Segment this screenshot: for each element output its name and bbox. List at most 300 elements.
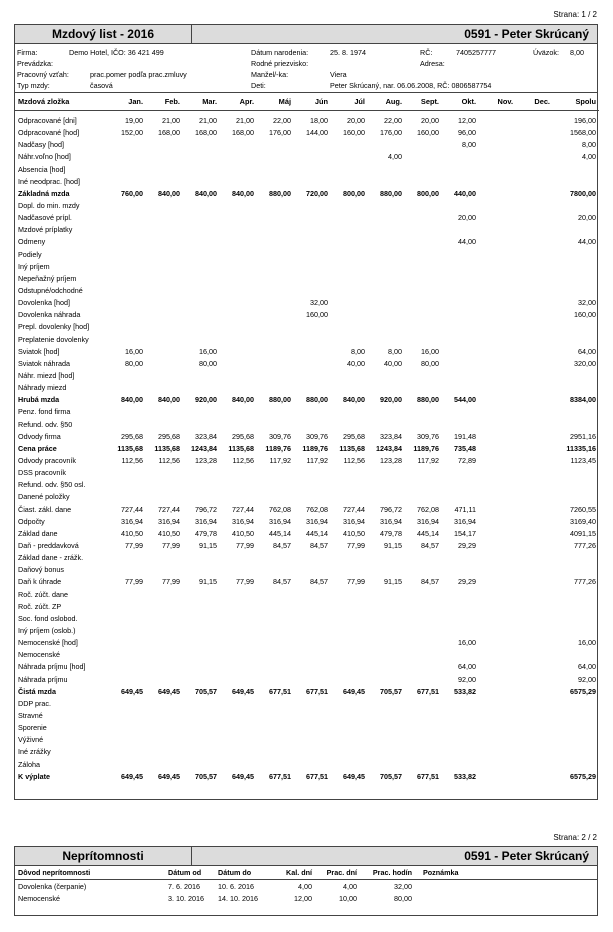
table-cell — [294, 176, 331, 188]
table-cell: 1135,68 — [117, 443, 143, 453]
table-cell — [442, 419, 479, 431]
table-cell — [368, 698, 405, 710]
table-cell — [516, 151, 553, 163]
table-cell: 4,00 — [298, 881, 312, 891]
table-cell: 1189,76 — [302, 443, 328, 453]
table-cell — [220, 625, 257, 637]
table-cell — [183, 673, 220, 685]
table-cell — [405, 673, 442, 685]
table-cell — [516, 406, 553, 418]
table-cell — [479, 564, 516, 576]
table-cell — [220, 139, 257, 151]
table-cell — [368, 139, 405, 151]
table-cell: 1123,45 — [570, 456, 596, 465]
table-cell: 533,82 — [454, 686, 476, 696]
table-cell — [442, 479, 479, 491]
table-cell — [220, 236, 257, 248]
table-cell — [109, 491, 146, 503]
table-cell — [516, 358, 553, 370]
absence-sheet — [14, 846, 598, 916]
table-cell — [146, 273, 183, 285]
table-cell — [553, 722, 599, 734]
table-cell: 32,00 — [578, 298, 596, 308]
table-cell — [146, 297, 183, 309]
table-cell — [479, 188, 516, 200]
row-label: Stravné — [18, 710, 43, 720]
table-cell — [553, 734, 599, 746]
table-cell — [331, 249, 368, 261]
rc-value: 7405257777 — [456, 48, 496, 57]
table-row — [15, 406, 599, 418]
table-row — [15, 139, 599, 151]
table-cell: 91,15 — [199, 577, 217, 587]
table-cell — [331, 722, 368, 734]
table-cell: 64,00 — [458, 662, 476, 672]
table-cell — [220, 382, 257, 394]
column-header: Máj — [257, 93, 294, 111]
table-cell — [183, 758, 220, 770]
table-cell — [479, 734, 516, 746]
table-cell — [331, 321, 368, 333]
table-cell: 7. 6. 2016 — [168, 881, 200, 891]
table-cell — [331, 370, 368, 382]
table-cell — [415, 880, 597, 893]
table-cell: 8384,00 — [570, 395, 596, 405]
table-cell — [294, 552, 331, 564]
table-cell — [516, 467, 553, 479]
table-cell: 10,00 — [339, 893, 357, 903]
row-label: Základná mzda — [18, 188, 70, 198]
table-cell — [183, 698, 220, 710]
table-cell — [331, 285, 368, 297]
table-cell — [146, 236, 183, 248]
table-cell — [220, 479, 257, 491]
table-cell: 80,00 — [125, 358, 143, 368]
column-header: Feb. — [146, 93, 183, 111]
table-cell — [109, 758, 146, 770]
table-cell: 316,94 — [158, 516, 180, 526]
table-cell — [442, 698, 479, 710]
table-cell — [294, 151, 331, 163]
table-cell: 32,00 — [394, 881, 412, 891]
table-cell — [146, 625, 183, 637]
table-cell — [183, 406, 220, 418]
table-cell — [220, 249, 257, 261]
table-cell: 880,00 — [380, 188, 402, 198]
table-cell — [405, 552, 442, 564]
table-cell: 677,51 — [306, 686, 328, 696]
table-cell — [479, 528, 516, 540]
table-cell — [442, 746, 479, 758]
table-cell — [331, 746, 368, 758]
table-cell — [331, 261, 368, 273]
table-row — [15, 151, 599, 163]
table-cell — [479, 200, 516, 212]
table-cell — [331, 273, 368, 285]
table-cell — [257, 261, 294, 273]
table-row — [15, 552, 599, 564]
table-cell — [405, 564, 442, 576]
table-row — [15, 431, 599, 443]
table-cell — [553, 613, 599, 625]
table-cell — [257, 479, 294, 491]
table-cell — [405, 224, 442, 236]
table-cell — [220, 358, 257, 370]
manzel-label: Manžel/-ka: — [251, 70, 289, 79]
table-cell — [183, 552, 220, 564]
table-cell: 323,84 — [380, 431, 402, 441]
table-cell — [553, 382, 599, 394]
table-cell — [220, 661, 257, 673]
row-label: Soc. fond oslobod. — [18, 613, 78, 623]
table-row — [15, 698, 599, 710]
table-cell — [405, 406, 442, 418]
table-cell — [442, 613, 479, 625]
table-cell — [479, 771, 516, 783]
table-cell — [109, 406, 146, 418]
table-cell — [294, 139, 331, 151]
table-cell — [368, 637, 405, 649]
table-cell — [368, 491, 405, 503]
table-cell — [109, 382, 146, 394]
table-cell: 649,45 — [343, 771, 365, 781]
column-header: Jan. — [109, 93, 146, 111]
table-cell — [553, 552, 599, 564]
table-cell — [516, 273, 553, 285]
table-cell — [294, 370, 331, 382]
table-cell — [516, 394, 553, 406]
table-cell: 295,68 — [232, 431, 254, 441]
table-cell — [405, 370, 442, 382]
table-cell: 1243,84 — [376, 443, 402, 453]
typ-mzdy-label: Typ mzdy: — [17, 81, 50, 90]
rc-label: RČ: — [420, 48, 433, 57]
table-cell — [331, 309, 368, 321]
table-cell — [479, 443, 516, 455]
row-label: Daň - preddavková — [18, 540, 79, 550]
payroll-body — [15, 111, 599, 783]
table-cell — [331, 637, 368, 649]
table-cell — [294, 236, 331, 248]
table-row — [15, 309, 599, 321]
table-cell — [516, 637, 553, 649]
table-cell — [553, 758, 599, 770]
table-cell: 80,00 — [394, 893, 412, 903]
table-cell — [516, 127, 553, 139]
row-label: Podiely — [18, 249, 42, 259]
table-cell: 4,00 — [388, 152, 402, 162]
table-cell — [405, 382, 442, 394]
table-cell — [405, 236, 442, 248]
table-row — [15, 394, 599, 406]
table-cell — [368, 552, 405, 564]
table-cell: 649,45 — [343, 686, 365, 696]
datum-narodenia-value: 25. 8. 1974 — [330, 48, 366, 57]
table-cell: 7260,55 — [570, 504, 596, 514]
row-label: Nadčasy [hod] — [18, 140, 64, 150]
table-row — [15, 528, 599, 540]
column-header: Dátum do — [215, 866, 270, 880]
table-cell — [368, 613, 405, 625]
table-cell — [257, 176, 294, 188]
table-cell — [294, 661, 331, 673]
row-label: Preplatenie dovolenky — [18, 334, 89, 344]
table-cell — [479, 334, 516, 346]
table-cell — [257, 151, 294, 163]
column-header: Aug. — [368, 93, 405, 111]
table-cell: 22,00 — [384, 116, 402, 126]
manzel-value: Viera — [330, 70, 347, 79]
table-cell — [257, 419, 294, 431]
table-cell — [405, 261, 442, 273]
table-cell: 44,00 — [458, 237, 476, 247]
rodne-priezvisko-label: Rodné priezvisko: — [251, 59, 309, 68]
column-header: Apr. — [220, 93, 257, 111]
table-cell — [553, 370, 599, 382]
table-cell — [553, 176, 599, 188]
table-cell — [257, 224, 294, 236]
table-cell: 29,29 — [458, 577, 476, 587]
table-cell — [146, 139, 183, 151]
table-cell — [146, 358, 183, 370]
table-cell — [294, 273, 331, 285]
table-cell: 20,00 — [421, 116, 439, 126]
row-label: Roč. zúčt. ZP — [18, 601, 62, 611]
row-label: Náhrada príjmu — [18, 674, 68, 684]
row-label: Odpočty — [18, 516, 45, 526]
table-cell — [146, 552, 183, 564]
table-cell — [516, 479, 553, 491]
table-cell — [183, 382, 220, 394]
table-cell: 800,00 — [417, 188, 439, 198]
row-label: Penz. fond firma — [18, 407, 71, 417]
table-cell: 112,56 — [121, 456, 143, 465]
table-cell — [294, 261, 331, 273]
table-cell — [368, 212, 405, 224]
table-cell: 880,00 — [306, 395, 328, 405]
table-cell — [183, 297, 220, 309]
table-cell — [331, 419, 368, 431]
table-cell — [109, 370, 146, 382]
table-cell — [146, 649, 183, 661]
table-cell — [516, 419, 553, 431]
table-cell — [516, 285, 553, 297]
row-label: Sporenie — [18, 723, 47, 733]
table-cell: 920,00 — [195, 395, 217, 405]
table-cell — [442, 151, 479, 163]
table-row — [15, 649, 599, 661]
table-cell — [183, 637, 220, 649]
table-cell — [516, 564, 553, 576]
table-cell — [368, 746, 405, 758]
table-cell — [109, 552, 146, 564]
table-cell: 12,00 — [458, 116, 476, 126]
payroll-table — [15, 93, 599, 783]
table-cell — [146, 200, 183, 212]
table-cell — [442, 552, 479, 564]
table-cell: 29,29 — [458, 540, 476, 550]
table-cell — [405, 200, 442, 212]
table-cell — [257, 249, 294, 261]
table-cell — [479, 212, 516, 224]
table-cell — [294, 649, 331, 661]
table-cell — [331, 224, 368, 236]
table-cell — [479, 710, 516, 722]
table-row — [15, 455, 599, 467]
table-cell — [183, 224, 220, 236]
table-cell — [183, 467, 220, 479]
row-label: Daň k úhrade — [18, 577, 62, 587]
table-cell — [405, 249, 442, 261]
column-header: Dôvod neprítomnosti — [15, 866, 165, 880]
table-row — [15, 285, 599, 297]
table-cell — [331, 588, 368, 600]
table-cell — [405, 722, 442, 734]
table-cell — [442, 649, 479, 661]
table-cell — [553, 164, 599, 176]
table-cell — [516, 382, 553, 394]
table-cell — [479, 516, 516, 528]
table-cell — [442, 297, 479, 309]
table-cell — [442, 224, 479, 236]
table-cell: 12,00 — [294, 893, 312, 903]
table-cell — [109, 224, 146, 236]
table-cell — [109, 613, 146, 625]
table-cell: 40,00 — [347, 358, 365, 368]
table-cell: 1135,68 — [339, 443, 365, 453]
table-cell: 117,92 — [417, 456, 439, 465]
table-cell — [146, 321, 183, 333]
table-cell — [294, 164, 331, 176]
table-cell — [146, 564, 183, 576]
table-cell — [257, 746, 294, 758]
table-cell — [257, 710, 294, 722]
table-cell: 840,00 — [195, 188, 217, 198]
table-cell — [553, 200, 599, 212]
table-cell — [368, 370, 405, 382]
table-cell: 295,68 — [343, 431, 365, 441]
absence-table — [15, 866, 597, 904]
table-cell — [294, 613, 331, 625]
table-cell — [553, 588, 599, 600]
table-cell — [516, 261, 553, 273]
table-cell — [109, 661, 146, 673]
table-cell — [331, 613, 368, 625]
table-cell — [368, 382, 405, 394]
table-row — [15, 516, 599, 528]
table-row — [15, 321, 599, 333]
table-cell: 4,00 — [582, 152, 596, 162]
table-cell: 123,28 — [380, 456, 402, 465]
table-cell: 445,14 — [306, 528, 328, 538]
table-row — [15, 176, 599, 188]
table-cell — [405, 613, 442, 625]
table-cell: 649,45 — [121, 771, 143, 781]
table-cell — [146, 491, 183, 503]
table-cell: 309,76 — [269, 431, 291, 441]
column-header: Spolu — [553, 93, 599, 111]
table-cell — [516, 771, 553, 783]
table-cell: 720,00 — [306, 188, 328, 198]
table-cell: 16,00 — [199, 346, 217, 356]
table-cell: 727,44 — [158, 504, 180, 514]
table-cell: 44,00 — [578, 237, 596, 247]
column-header: Prac. hodín — [360, 866, 415, 880]
table-cell — [146, 673, 183, 685]
table-cell — [442, 370, 479, 382]
table-cell — [405, 649, 442, 661]
table-cell: 77,99 — [347, 577, 365, 587]
table-cell — [183, 334, 220, 346]
table-cell — [109, 588, 146, 600]
row-label: Absencia [hod] — [18, 164, 66, 174]
table-cell — [257, 285, 294, 297]
typ-mzdy-value: časová — [90, 81, 113, 90]
row-label: Základ dane - zrážk. — [18, 553, 84, 563]
table-cell — [257, 358, 294, 370]
table-cell — [516, 115, 553, 127]
table-cell — [479, 382, 516, 394]
table-cell — [183, 321, 220, 333]
table-cell — [220, 564, 257, 576]
row-label: DDP prac. — [18, 698, 52, 708]
table-cell — [442, 406, 479, 418]
table-cell — [516, 649, 553, 661]
table-cell — [146, 212, 183, 224]
table-cell — [146, 661, 183, 673]
table-cell — [405, 467, 442, 479]
table-cell: 705,57 — [380, 771, 402, 781]
table-cell — [109, 249, 146, 261]
table-cell — [553, 625, 599, 637]
table-cell — [553, 321, 599, 333]
table-cell — [479, 115, 516, 127]
table-row — [15, 334, 599, 346]
table-cell — [553, 479, 599, 491]
table-cell — [109, 564, 146, 576]
table-cell: 117,92 — [306, 456, 328, 465]
column-header: Poznámka — [415, 866, 597, 880]
table-cell — [331, 164, 368, 176]
table-cell — [442, 382, 479, 394]
table-cell: 4091,15 — [570, 528, 596, 538]
table-cell — [516, 710, 553, 722]
table-cell: 91,15 — [384, 577, 402, 587]
table-cell — [516, 212, 553, 224]
table-cell — [183, 661, 220, 673]
table-cell — [183, 734, 220, 746]
table-cell: 2951,16 — [570, 431, 596, 441]
table-cell — [368, 164, 405, 176]
table-cell — [553, 564, 599, 576]
table-cell — [220, 419, 257, 431]
table-cell: 32,00 — [310, 298, 328, 308]
table-cell — [516, 601, 553, 613]
table-cell — [294, 746, 331, 758]
table-cell — [516, 613, 553, 625]
table-cell — [109, 625, 146, 637]
table-cell: 316,94 — [121, 516, 143, 526]
table-row — [15, 479, 599, 491]
table-cell — [479, 552, 516, 564]
table-cell — [553, 710, 599, 722]
table-cell — [257, 613, 294, 625]
table-cell — [516, 491, 553, 503]
table-cell — [257, 722, 294, 734]
deti-value: Peter Skrúcaný, nar. 06.06.2008, RČ: 0806587754 — [330, 81, 492, 90]
table-cell — [146, 176, 183, 188]
table-cell — [442, 309, 479, 321]
